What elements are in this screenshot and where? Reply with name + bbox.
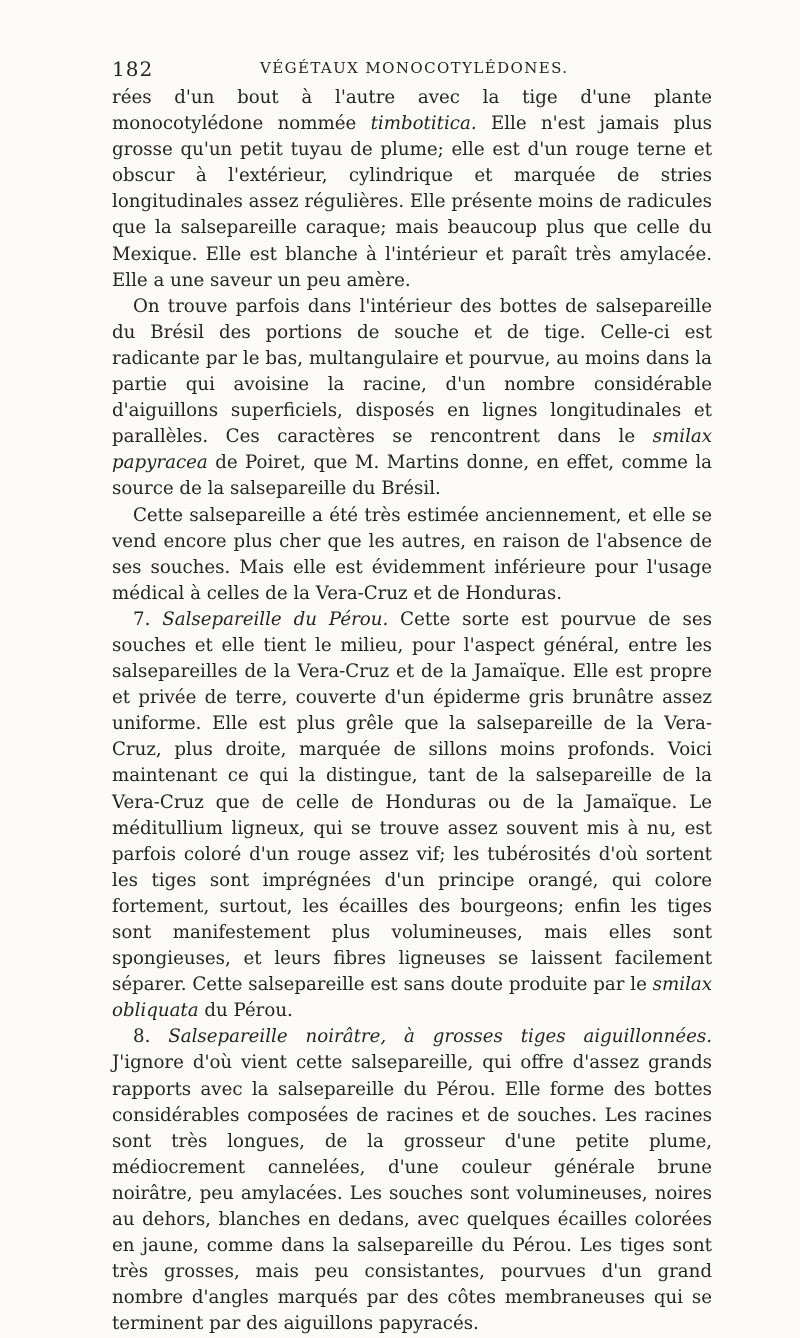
paragraph-text: J'ignore d'où vient cette salsepareille, qui offre d'assez grands rapports avec la salsepareille du Pérou. Elle forme des bottes considérables composées de racines et de souches. Les racines sont très longues, de la grosseur d'une petite plume, médiocrement cannelées, d'une couleur générale brune noirâtre, peu amylacées. Les souches sont volumineuses, noires au dehors, blanches en dedans, avec quelques écailles colorées en jaune, comme dans la salsepareille du Pérou. Les tiges sont très grosses, mais peu consistantes, pourvues d'un grand nombre d'angles marqués par des côtes membraneuses qui se terminent par des aiguillons papyracés. xyxy=(112,1052,712,1335)
paragraph-3 xyxy=(112,503,712,607)
paragraph-text: 8. xyxy=(133,1026,169,1048)
paragraph-text: de Poiret, que M. Martins donne, en effet, comme la source de la salsepareille du Brésil. xyxy=(112,452,712,500)
page-number: 182 xyxy=(112,57,154,81)
paragraph-text: 7. xyxy=(133,608,163,630)
italic-term: timbotitica. xyxy=(370,113,477,135)
paragraph-text: rées d'un bout à l'autre avec la tige d'une plante monocotylédone nommée xyxy=(112,87,712,135)
paragraph-5 xyxy=(112,1024,712,1337)
page-header xyxy=(112,55,712,85)
paragraph-1 xyxy=(112,85,712,294)
paragraph-text: Cette salsepareille a été très estimée anciennement, et elle se vend encore plus cher que les autres, en raison de l'absence de ses souches. Mais elle est évidemment inférieure pour l'usage médical à celles de la Vera-Cruz et de Honduras. xyxy=(112,504,712,604)
body-text xyxy=(112,85,712,1338)
paragraph-text: On trouve parfois dans l'intérieur des bottes de salsepareille du Brésil des portions de souche et de tige. Celle-ci est radicante par le bas, multangulaire et pourvue, au moins dans la partie qui avoisine la racine, d'un nombre considérable d'aiguillons superficiels, disposés en lignes longitudinales et parallèles. Ces caractères se rencontrent dans le xyxy=(112,295,712,448)
paragraph-text: du Pérou. xyxy=(198,1000,293,1022)
running-title: VÉGÉTAUX MONOCOTYLÉDONES. xyxy=(260,59,569,77)
paragraph-4 xyxy=(112,607,712,1025)
italic-term: smilax papyracea xyxy=(112,426,712,474)
paragraph-2 xyxy=(112,294,712,503)
paragraph-text: Cette sorte est pourvue de ses souches et elle tient le milieu, pour l'aspect général, entre les salsepareilles de la Vera-Cruz et de la Jamaïque. Elle est propre et privée de terre, couverte d'un épiderme gris brunâtre assez uniforme. Elle est plus grêle que la salsepareille de la Vera-Cruz, plus droite, marquée de sillons moins profonds. Voici maintenant ce qui la distingue, tant de la salsepareille de la Vera-Cruz que de celle de Honduras ou de la Jamaïque. Le méditullium ligneux, qui se trouve assez souvent mis à nu, est parfois coloré d'un rouge assez vif; les tubérosités d'où sortent les tiges sont imprégnées d'un principe orangé, qui colore fortement, surtout, les écailles des bourgeons; enfin les tiges sont manifestement plus volumineuses, mais elles sont spongieuses, et leurs fibres ligneuses se laissent facilement séparer. Cette salsepareille est sans doute produite par le xyxy=(112,608,712,996)
italic-term: smilax obliquata xyxy=(112,974,712,1022)
section-heading-italic: Salsepareille noirâtre, à grosses tiges aiguillonnées. xyxy=(168,1026,712,1048)
paragraph-text: Elle n'est jamais plus grosse qu'un petit tuyau de plume; elle est d'un rouge terne et obscur à l'extérieur, cylindrique et marquée de stries longitudinales assez régulières. Elle présente moins de radicules que la salsepareille caraque; mais beaucoup plus que celle du Mexique. Elle est blanche à l'intérieur et paraît très amylacée. Elle a une saveur un peu amère. xyxy=(112,113,712,291)
section-heading-italic: Salsepareille du Pérou. xyxy=(162,608,389,630)
book-page xyxy=(112,55,712,1338)
